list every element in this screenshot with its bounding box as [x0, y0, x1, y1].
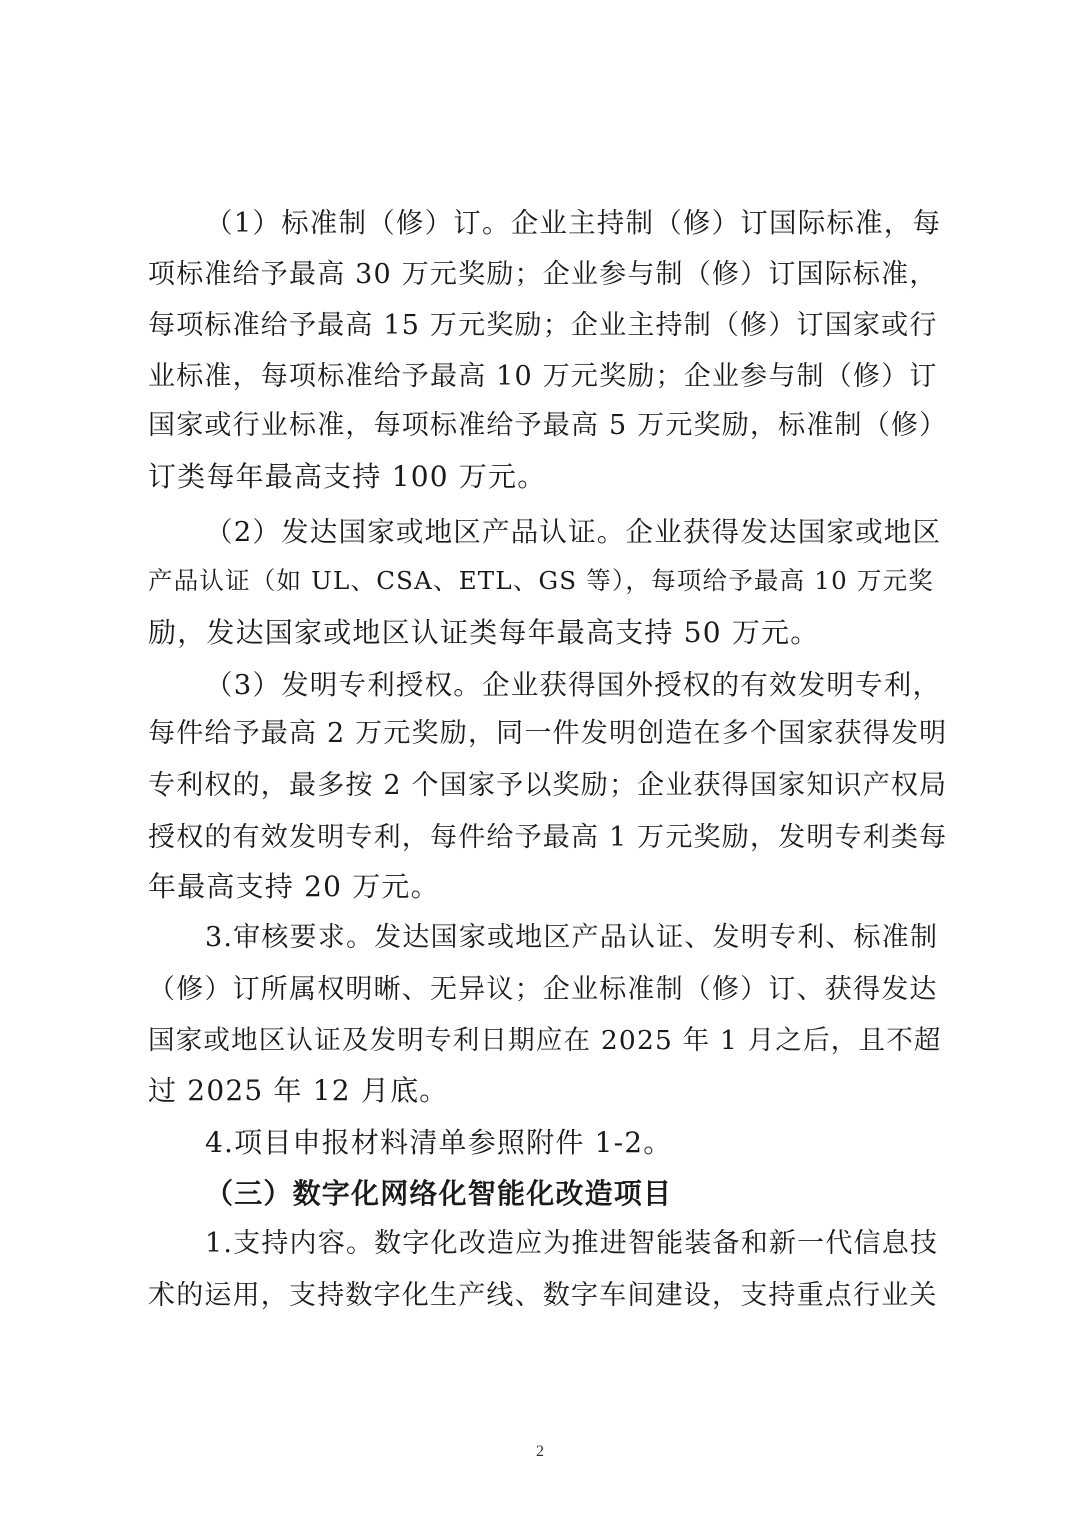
paragraph-line: 产品认证（如 UL、CSA、ETL、GS 等），每项给予最高 10 万元奖 — [148, 566, 934, 595]
paragraph-line: 国家或地区认证及发明专利日期应在 2025 年 1 月之后，且不超 — [148, 1025, 942, 1056]
paragraph-line: 项标准给予最高 30 万元奖励；企业参与制（修）订国际标准， — [148, 259, 938, 290]
paragraph-line: 业标准，每项标准给予最高 10 万元奖励；企业参与制（修）订 — [148, 361, 938, 392]
paragraph-line: 国家或行业标准，每项标准给予最高 5 万元奖励，标准制（修） — [148, 410, 948, 441]
paragraph-line: 专利权的，最多按 2 个国家予以奖励；企业获得国家知识产权局 — [148, 770, 948, 801]
page-number: 2 — [536, 1443, 544, 1460]
paragraph-line: 术的运用，支持数字化生产线、数字车间建设，支持重点行业关 — [148, 1280, 938, 1311]
section-heading: （三）数字化网络化智能化改造项目 — [205, 1177, 673, 1210]
paragraph-line: （1）标准制（修）订。企业主持制（修）订国际标准，每 — [205, 207, 942, 239]
paragraph-line: 年最高支持 20 万元。 — [148, 870, 440, 903]
paragraph-line: 过 2025 年 12 月底。 — [148, 1074, 449, 1107]
paragraph-line: （3）发明专利授权。企业获得国外授权的有效发明专利， — [205, 669, 942, 701]
paragraph-line: 每件给予最高 2 万元奖励，同一件发明创造在多个国家获得发明 — [148, 718, 948, 749]
paragraph-line: （2）发达国家或地区产品认证。企业获得发达国家或地区 — [205, 516, 942, 548]
paragraph-line: 3.审核要求。发达国家或地区产品认证、发明专利、标准制 — [205, 922, 939, 953]
paragraph-line: 4.项目申报材料清单参照附件 1-2。 — [205, 1126, 673, 1159]
paragraph-line: （修）订所属权明晰、无异议；企业标准制（修）订、获得发达 — [148, 974, 938, 1005]
paragraph-line: 1.支持内容。数字化改造应为推进智能装备和新一代信息技 — [205, 1228, 939, 1259]
paragraph-line: 每项标准给予最高 15 万元奖励；企业主持制（修）订国家或行 — [148, 310, 938, 341]
paragraph-line: 授权的有效发明专利，每件给予最高 1 万元奖励，发明专利类每 — [148, 822, 948, 853]
paragraph-line: 订类每年最高支持 100 万元。 — [148, 460, 547, 493]
paragraph-line: 励，发达国家或地区认证类每年最高支持 50 万元。 — [148, 616, 820, 649]
